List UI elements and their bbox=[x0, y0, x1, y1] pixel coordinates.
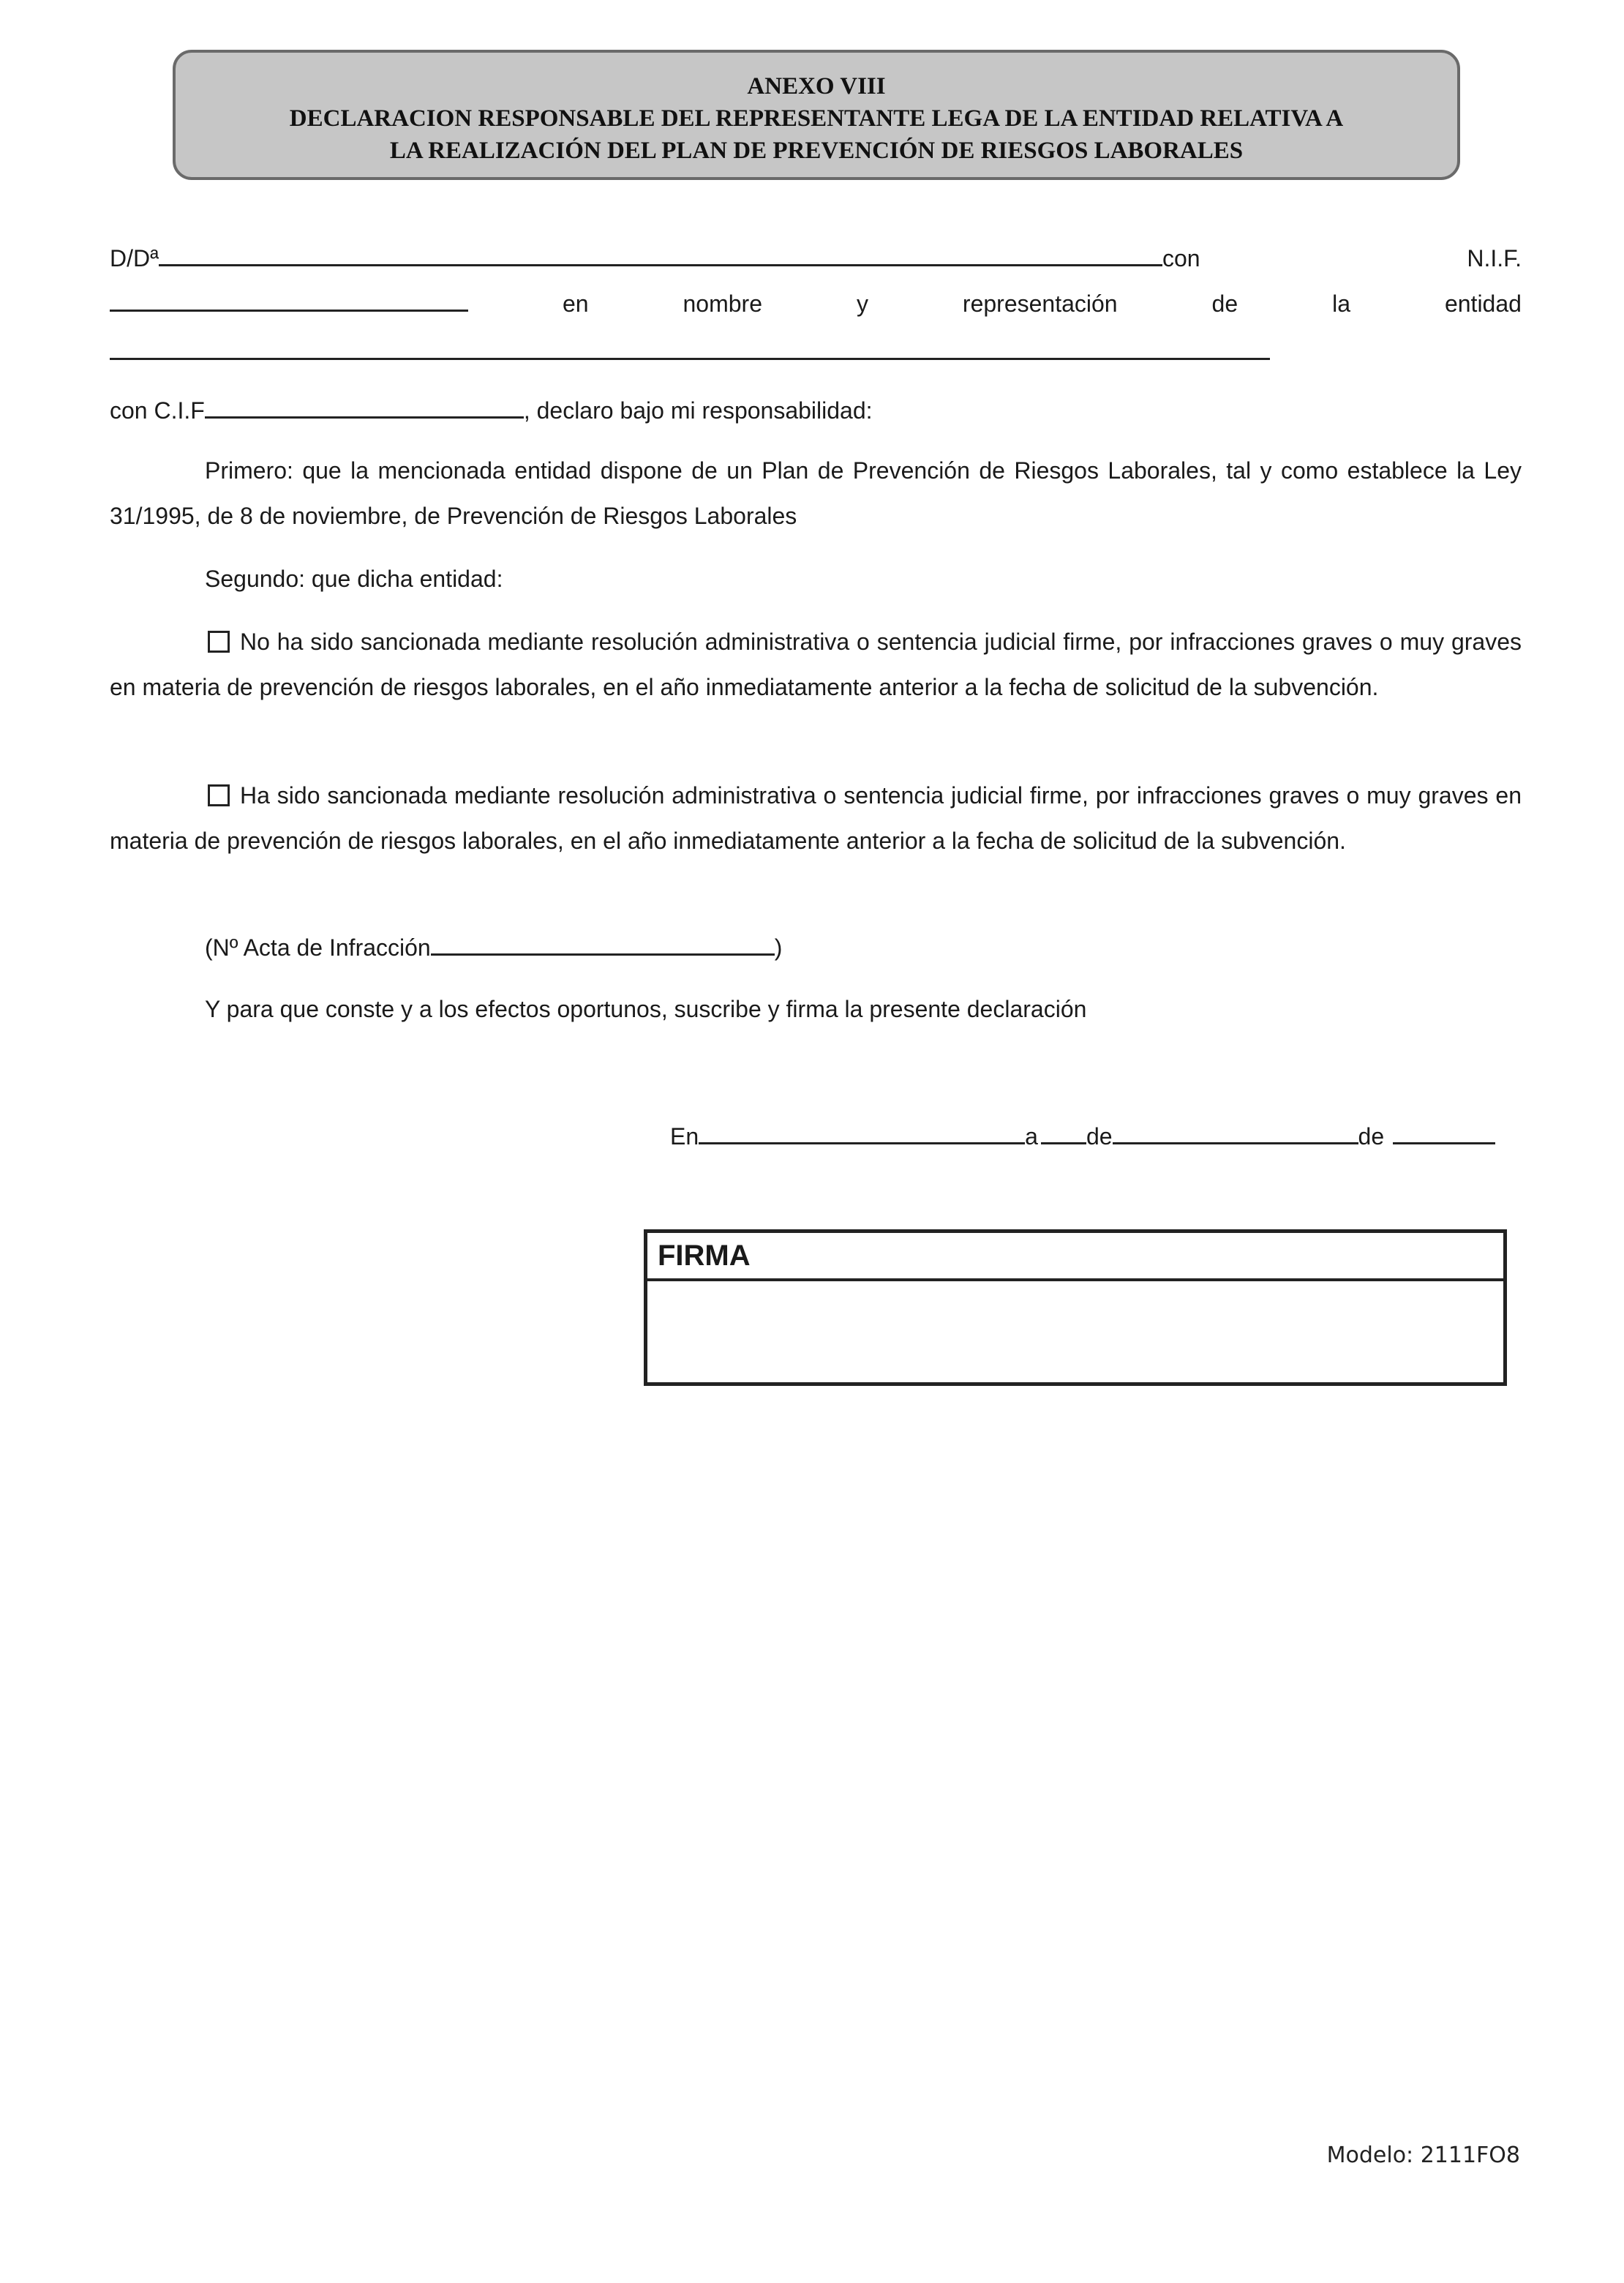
date-en-label: En bbox=[670, 1123, 699, 1150]
nif-label: N.I.F. bbox=[1467, 245, 1522, 271]
checkbox-not-sanctioned[interactable] bbox=[208, 631, 230, 653]
word: nombre bbox=[683, 290, 762, 317]
cif-field[interactable] bbox=[205, 391, 524, 419]
word: en bbox=[562, 290, 589, 317]
word: representación bbox=[962, 290, 1118, 317]
checkbox-sanctioned[interactable] bbox=[208, 784, 230, 806]
option-sanctioned-text: Ha sido sancionada mediante resolución administrativa o sentencia judicial firme, por infracciones graves o muy graves en materia de prevención de riesgos laborales, en el año inmediatamente anterior a la fecha de solicitud de la subvención. bbox=[110, 782, 1522, 854]
entity-field[interactable] bbox=[110, 358, 1270, 360]
option-sanctioned bbox=[110, 773, 1522, 863]
date-de-label: de bbox=[1358, 1123, 1385, 1150]
name-field[interactable] bbox=[159, 239, 1162, 266]
acta-row bbox=[205, 925, 782, 970]
date-de-label: de bbox=[1086, 1123, 1113, 1150]
cif-label: con C.I.F bbox=[110, 397, 205, 424]
name-row bbox=[110, 236, 1522, 281]
cif-row bbox=[110, 388, 873, 433]
annex-title-line1: DECLARACION RESPONSABLE DEL REPRESENTANTE LEGA DE LA ENTIDAD RELATIVA A bbox=[289, 105, 1344, 132]
month-field[interactable] bbox=[1113, 1117, 1358, 1144]
con-label: con bbox=[1162, 245, 1200, 271]
year-field[interactable] bbox=[1393, 1117, 1495, 1144]
option-not-sanctioned-text: No ha sido sancionada mediante resolución administrativa o sentencia judicial firme, por infracciones graves o muy graves en materia de prevención de riesgos laborales, en el año inmediatamente anterior a la fecha de solicitud de la subvención. bbox=[110, 629, 1522, 700]
annex-title-line2: LA REALIZACIÓN DEL PLAN DE PREVENCIÓN DE RIESGOS LABORALES bbox=[389, 138, 1244, 164]
acta-field[interactable] bbox=[431, 929, 775, 956]
signature-area[interactable] bbox=[647, 1281, 1503, 1384]
model-code: Modelo: 2111FO8 bbox=[1326, 2143, 1520, 2168]
primero-paragraph: Primero: que la mencionada entidad dispone de un Plan de Prevención de Riesgos Laborales, tal y como establece la Ley 31/1995, de 8 de noviembre, de Prevención de Riesgos Laborales bbox=[110, 457, 1522, 529]
annex-header bbox=[173, 50, 1460, 180]
dd-label: D/Dª bbox=[110, 245, 159, 271]
word: de bbox=[1211, 290, 1238, 317]
conste-text: Y para que conste y a los efectos oportunos, suscribe y firma la presente declaración bbox=[205, 996, 1087, 1022]
date-row bbox=[670, 1114, 1495, 1159]
signature-label: FIRMA bbox=[647, 1233, 1503, 1281]
annex-number: ANEXO VIII bbox=[747, 73, 886, 100]
representation-row bbox=[110, 281, 1522, 326]
day-field[interactable] bbox=[1041, 1117, 1086, 1144]
place-field[interactable] bbox=[699, 1117, 1025, 1144]
word: la bbox=[1332, 290, 1350, 317]
word: y bbox=[856, 290, 868, 317]
acta-label: (Nº Acta de Infracción bbox=[205, 934, 431, 961]
acta-close: ) bbox=[774, 934, 783, 961]
option-not-sanctioned bbox=[110, 619, 1522, 710]
word: entidad bbox=[1444, 290, 1522, 317]
date-a-label: a bbox=[1025, 1123, 1038, 1150]
nif-field[interactable] bbox=[110, 285, 468, 312]
segundo-text: Segundo: que dicha entidad: bbox=[205, 566, 503, 592]
signature-box bbox=[644, 1229, 1507, 1386]
declaro-text: , declaro bajo mi responsabilidad: bbox=[523, 397, 873, 424]
